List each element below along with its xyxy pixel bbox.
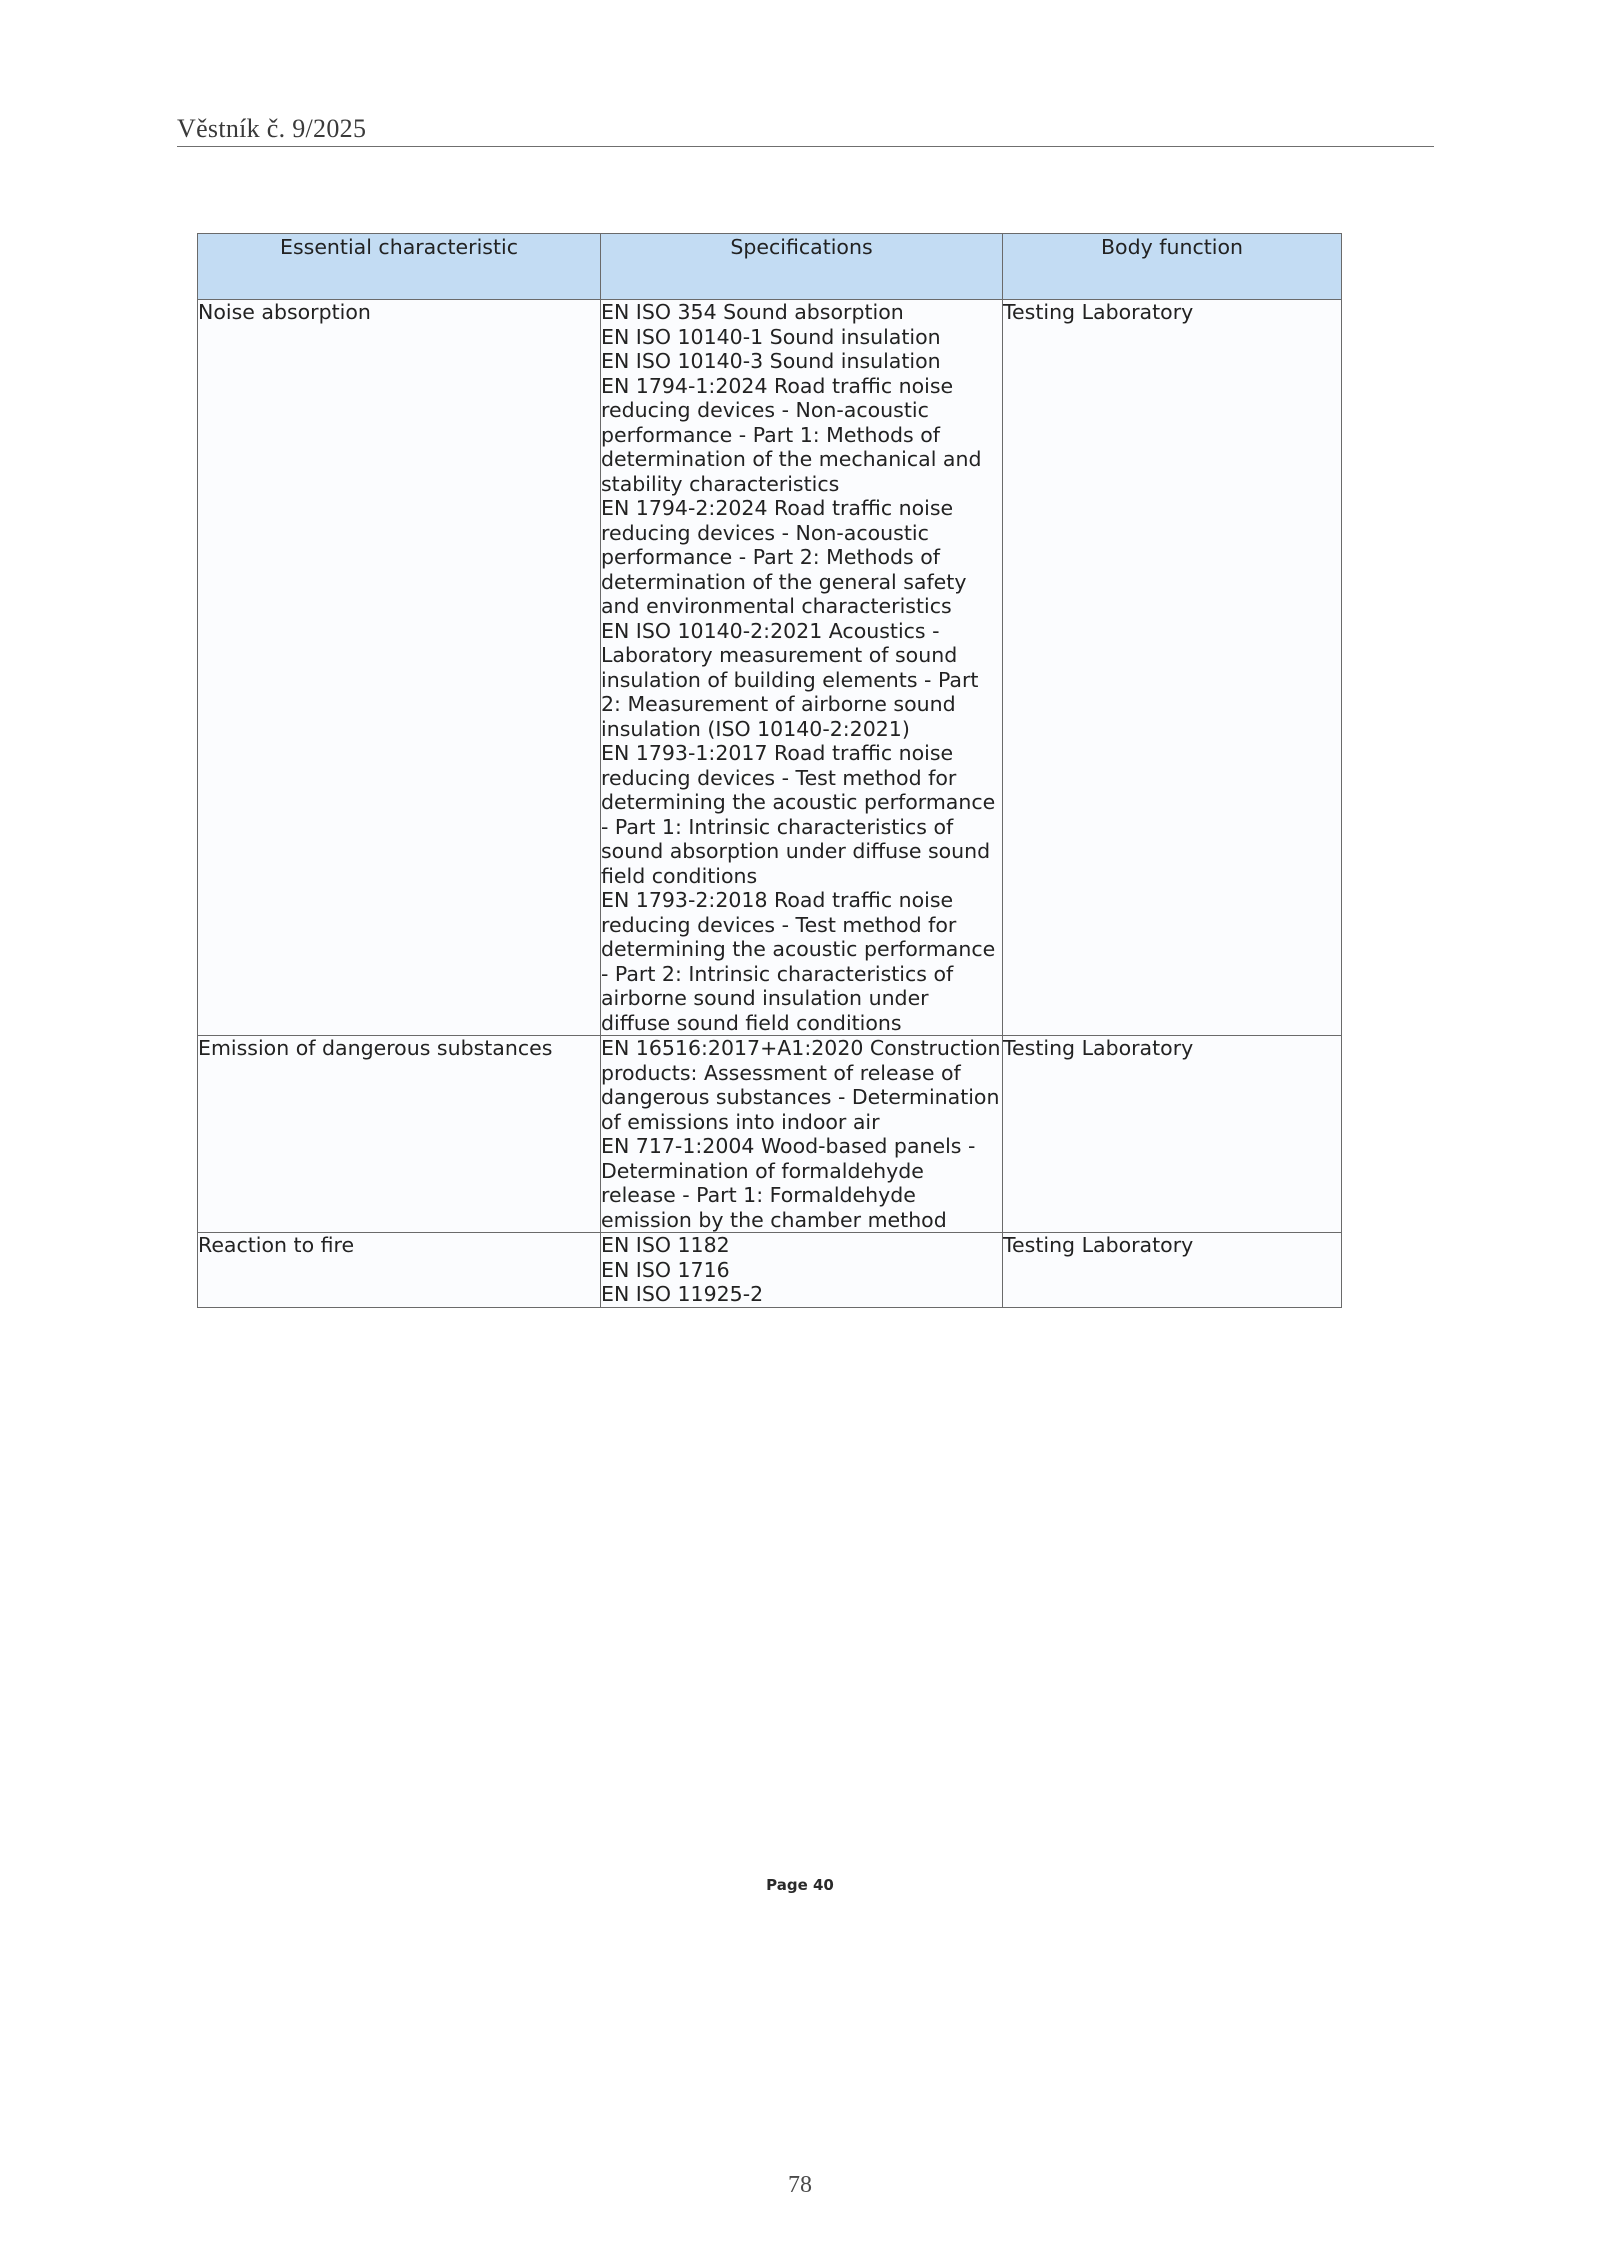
journal-title: Věstník č. 9/2025 — [177, 114, 367, 143]
table-header-row — [198, 234, 1342, 300]
table-row — [198, 1036, 1342, 1233]
specifications-cell: EN ISO 354 Sound absorption EN ISO 10140-1 Sound insulation EN ISO 10140-3 Sound insulation EN 1794-1:2024 Road traffic noise reducing devices - Non-acoustic performance - Part 1: Methods of determination of the mechanical and stability characteristics EN 1794-2:2024 Road traffic noise reducing devices - Non-acoustic performance - Part 2: Methods of determination of the general safety and environmental characteristics EN ISO 10140-2:2021 Acoustics - Laboratory measurement of sound insulation of building elements - Part 2: Measurement of airborne sound insulation (ISO 10140-2:2021) EN 1793-1:2017 Road traffic noise reducing devices - Test method for determining the acoustic performance - Part 1: Intrinsic characteristics of sound absorption under diffuse sound field conditions EN 1793-2:2018 Road traffic noise reducing devices - Test method for determining the acoustic performance - Part 2: Intrinsic characteristics of airborne sound insulation under diffuse sound field conditions — [601, 300, 1003, 1036]
table-row — [198, 1233, 1342, 1308]
column-header-body-function: Body function — [1003, 234, 1342, 300]
column-header-specifications: Specifications — [601, 234, 1003, 300]
characteristic-cell: Reaction to fire — [198, 1233, 601, 1308]
specifications-cell: EN 16516:2017+A1:2020 Construction products: Assessment of release of dangerous substances - Determination of emissions into indoor air EN 717-1:2004 Wood-based panels - Determination of formaldehyde release - Part 1: Formaldehyde emission by the chamber method — [601, 1036, 1003, 1233]
body-function-cell: Testing Laboratory — [1003, 1036, 1342, 1233]
specifications-cell: EN ISO 1182 EN ISO 1716 EN ISO 11925-2 — [601, 1233, 1003, 1308]
table-row — [198, 300, 1342, 1036]
characteristic-cell: Emission of dangerous substances — [198, 1036, 601, 1233]
page-number: 78 — [788, 2172, 812, 2198]
body-function-cell: Testing Laboratory — [1003, 1233, 1342, 1308]
page-header — [177, 110, 1434, 147]
body-function-cell: Testing Laboratory — [1003, 300, 1342, 1036]
specifications-table — [197, 233, 1342, 1308]
column-header-essential-characteristic: Essential characteristic — [198, 234, 601, 300]
page-label: Page 40 — [766, 1876, 834, 1894]
characteristic-cell: Noise absorption — [198, 300, 601, 1036]
